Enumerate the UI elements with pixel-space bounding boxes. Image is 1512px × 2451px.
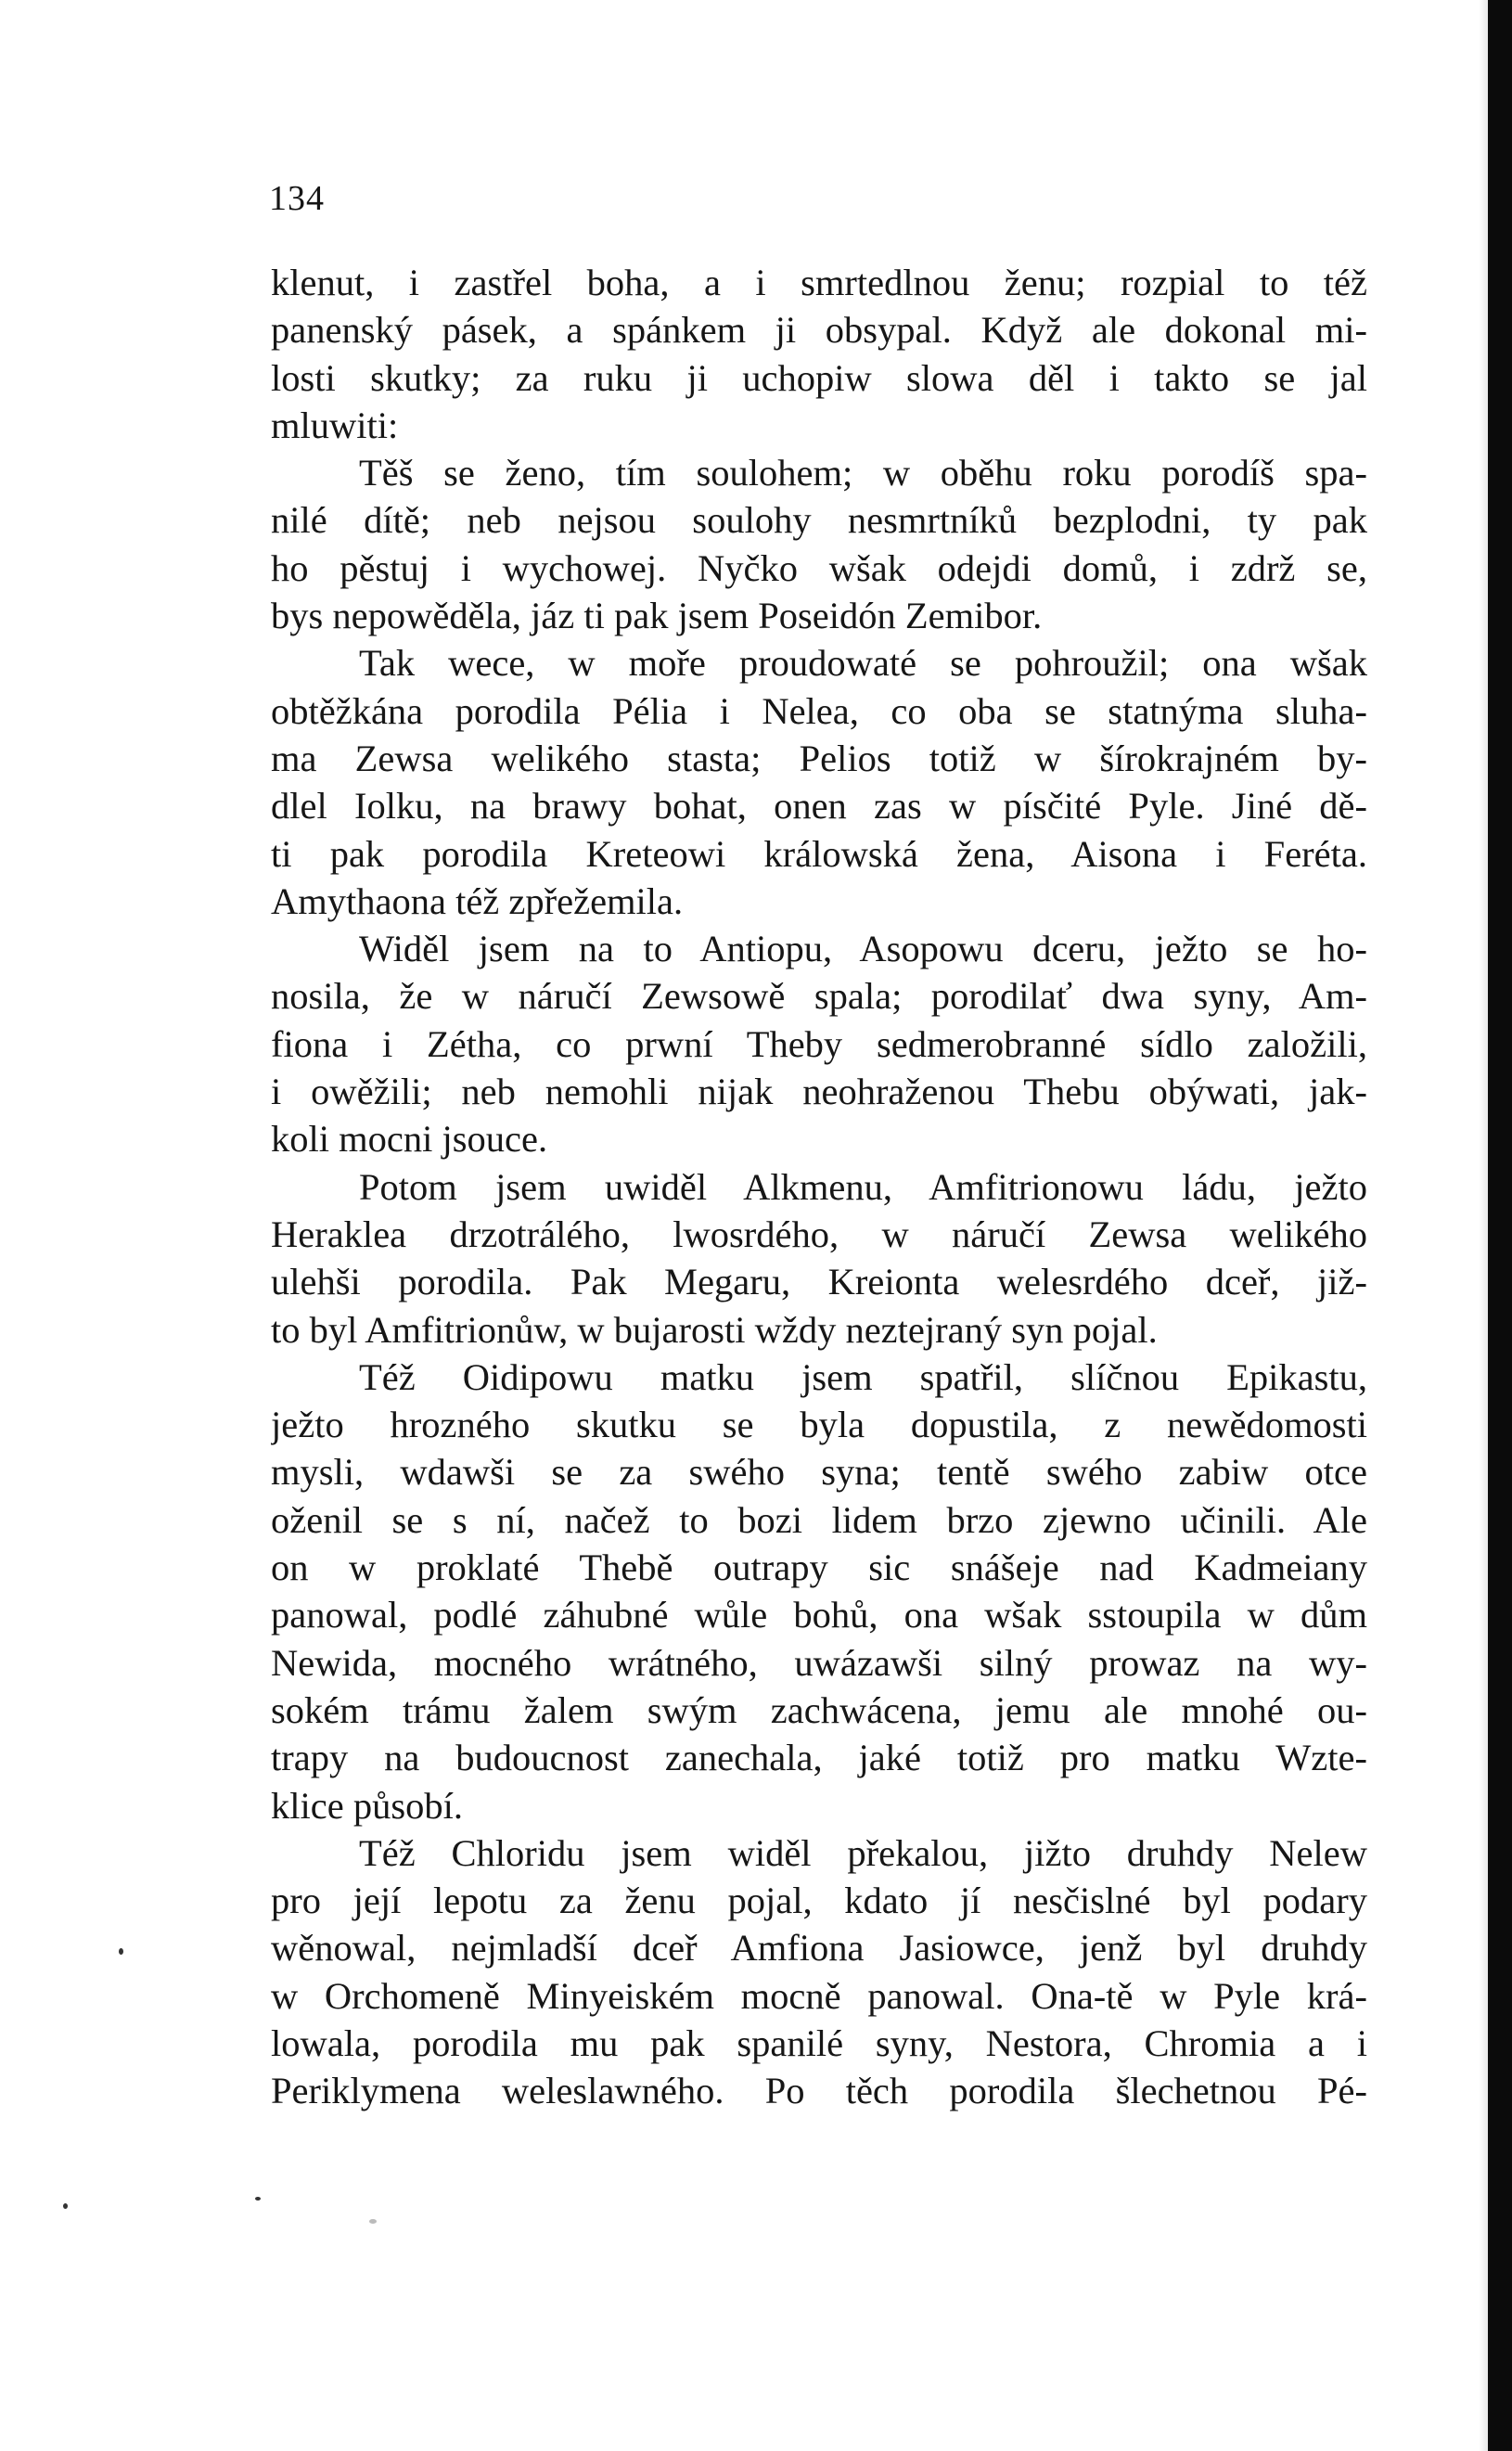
text-line: panenský pásek, a spánkem ji obsypal. Když ale dokonal mi- xyxy=(271,309,1367,352)
text-line: Potom jsem uwiděl Alkmenu, Amfitrionowu ládu, ježto xyxy=(359,1165,1367,1208)
text-line: ma Zewsa welikého stasta; Pelios totiž w šírokrajném by- xyxy=(271,737,1367,779)
text-line: ježto hrozného skutku se byla dopustila, z newědomosti xyxy=(271,1404,1367,1446)
text-line: ulehši porodila. Pak Megaru, Kreionta welesrdého dceř, již- xyxy=(271,1261,1367,1303)
text-line: ho pěstuj i wychowej. Nyčko wšak odejdi domů, i zdrž se, xyxy=(271,546,1367,589)
text-line: koli mocni jsouce. xyxy=(271,1118,548,1161)
body-text xyxy=(271,259,1367,2115)
text-line: nilé dítě; neb nejsou soulohy nesmrtníků bezplodni, ty pak xyxy=(271,499,1367,542)
text-line: ti pak porodila Kreteowi králowská žena, Aisona i Feréta. xyxy=(271,832,1367,875)
text-line: Widěl jsem na to Antiopu, Asopowu dceru, ježto se ho- xyxy=(359,928,1367,970)
text-line: to byl Amfitrionůw, w bujarosti wždy neztejraný syn pojal. xyxy=(271,1308,1158,1351)
text-line: dlel Iolku, na brawy bohat, onen zas w písčité Pyle. Jiné dě- xyxy=(271,785,1367,828)
text-line: Tak wece, w moře proudowaté se pohroužil; ona wšak xyxy=(359,642,1367,685)
text-line: losti skutky; za ruku ji uchopiw slowa děl i takto se jal xyxy=(271,356,1367,399)
text-line: i owěžili; neb nemohli nijak neohraženou Thebu obýwati, jak- xyxy=(271,1071,1367,1113)
scan-speck xyxy=(369,2219,377,2224)
text-line: Newida, mocného wrátného, uwázawši silný prowaz na wy- xyxy=(271,1641,1367,1684)
text-line: klice působí. xyxy=(271,1784,463,1827)
page-edge-shadow xyxy=(1479,0,1488,2451)
text-line: pro její lepotu za ženu pojal, kdato jí nesčislné byl podary xyxy=(271,1880,1367,1922)
text-line: Periklymena weleslawného. Po těch porodila šlechetnou Pé- xyxy=(271,2070,1367,2112)
scan-border xyxy=(1488,0,1512,2451)
text-line: panowal, podlé záhubné wůle bohů, ona wšak sstoupila w dům xyxy=(271,1594,1367,1636)
text-line: on w proklaté Thebě outrapy sic snášeje nad Kadmeiany xyxy=(271,1546,1367,1589)
text-line: fiona i Zétha, co prwní Theby sedmerobranné sídlo založili, xyxy=(271,1022,1367,1065)
text-line: lowala, porodila mu pak spanilé syny, Nestora, Chromia a i xyxy=(271,2021,1367,2064)
text-line: Těš se ženo, tím soulohem; w oběhu roku porodíš spa- xyxy=(359,452,1367,494)
text-line: trapy na budoucnost zanechala, jaké totiž pro matku Wzte- xyxy=(271,1737,1367,1779)
text-line: nosila, že w náručí Zewsowě spala; porodilať dwa syny, Am- xyxy=(271,975,1367,1018)
text-line: wěnowal, nejmladší dceř Amfiona Jasiowce, jenž byl druhdy xyxy=(271,1927,1367,1970)
text-line: Heraklea drzotrálého, lwosrdého, w náručí Zewsa welikého xyxy=(271,1213,1367,1255)
text-line: bys nepowěděla, jáz ti pak jsem Poseidón Zemibor. xyxy=(271,595,1043,637)
text-line: mluwiti: xyxy=(271,404,399,446)
text-line: klenut, i zastřel boha, a i smrtedlnou ženu; rozpial to též xyxy=(271,262,1367,303)
text-line: Též Oidipowu matku jsem spatřil, slíčnou Epikastu, xyxy=(359,1355,1367,1398)
scan-speck xyxy=(119,1948,123,1955)
text-line: oženil se s ní, načež to bozi lidem brzo zjewno učinili. Ale xyxy=(271,1498,1367,1541)
scan-speck xyxy=(63,2203,68,2209)
page-number: 134 xyxy=(269,179,325,218)
scan-speck xyxy=(255,2197,261,2201)
text-line: w Orchomeně Minyeiském mocně panowal. Ona-tě w Pyle krá- xyxy=(271,1974,1367,2017)
text-line: mysli, wdawši se za swého syna; tentě swého zabiw otce xyxy=(271,1451,1367,1494)
text-line: obtěžkána porodila Pélia i Nelea, co oba se statnýma sluha- xyxy=(271,689,1367,732)
text-line: Amythaona též zpřežemila. xyxy=(271,879,684,922)
text-line: sokém trámu žalem swým zachwácena, jemu ale mnohé ou- xyxy=(271,1688,1367,1731)
text-line: Též Chloridu jsem widěl překalou, jižto druhdy Nelew xyxy=(359,1831,1367,1874)
